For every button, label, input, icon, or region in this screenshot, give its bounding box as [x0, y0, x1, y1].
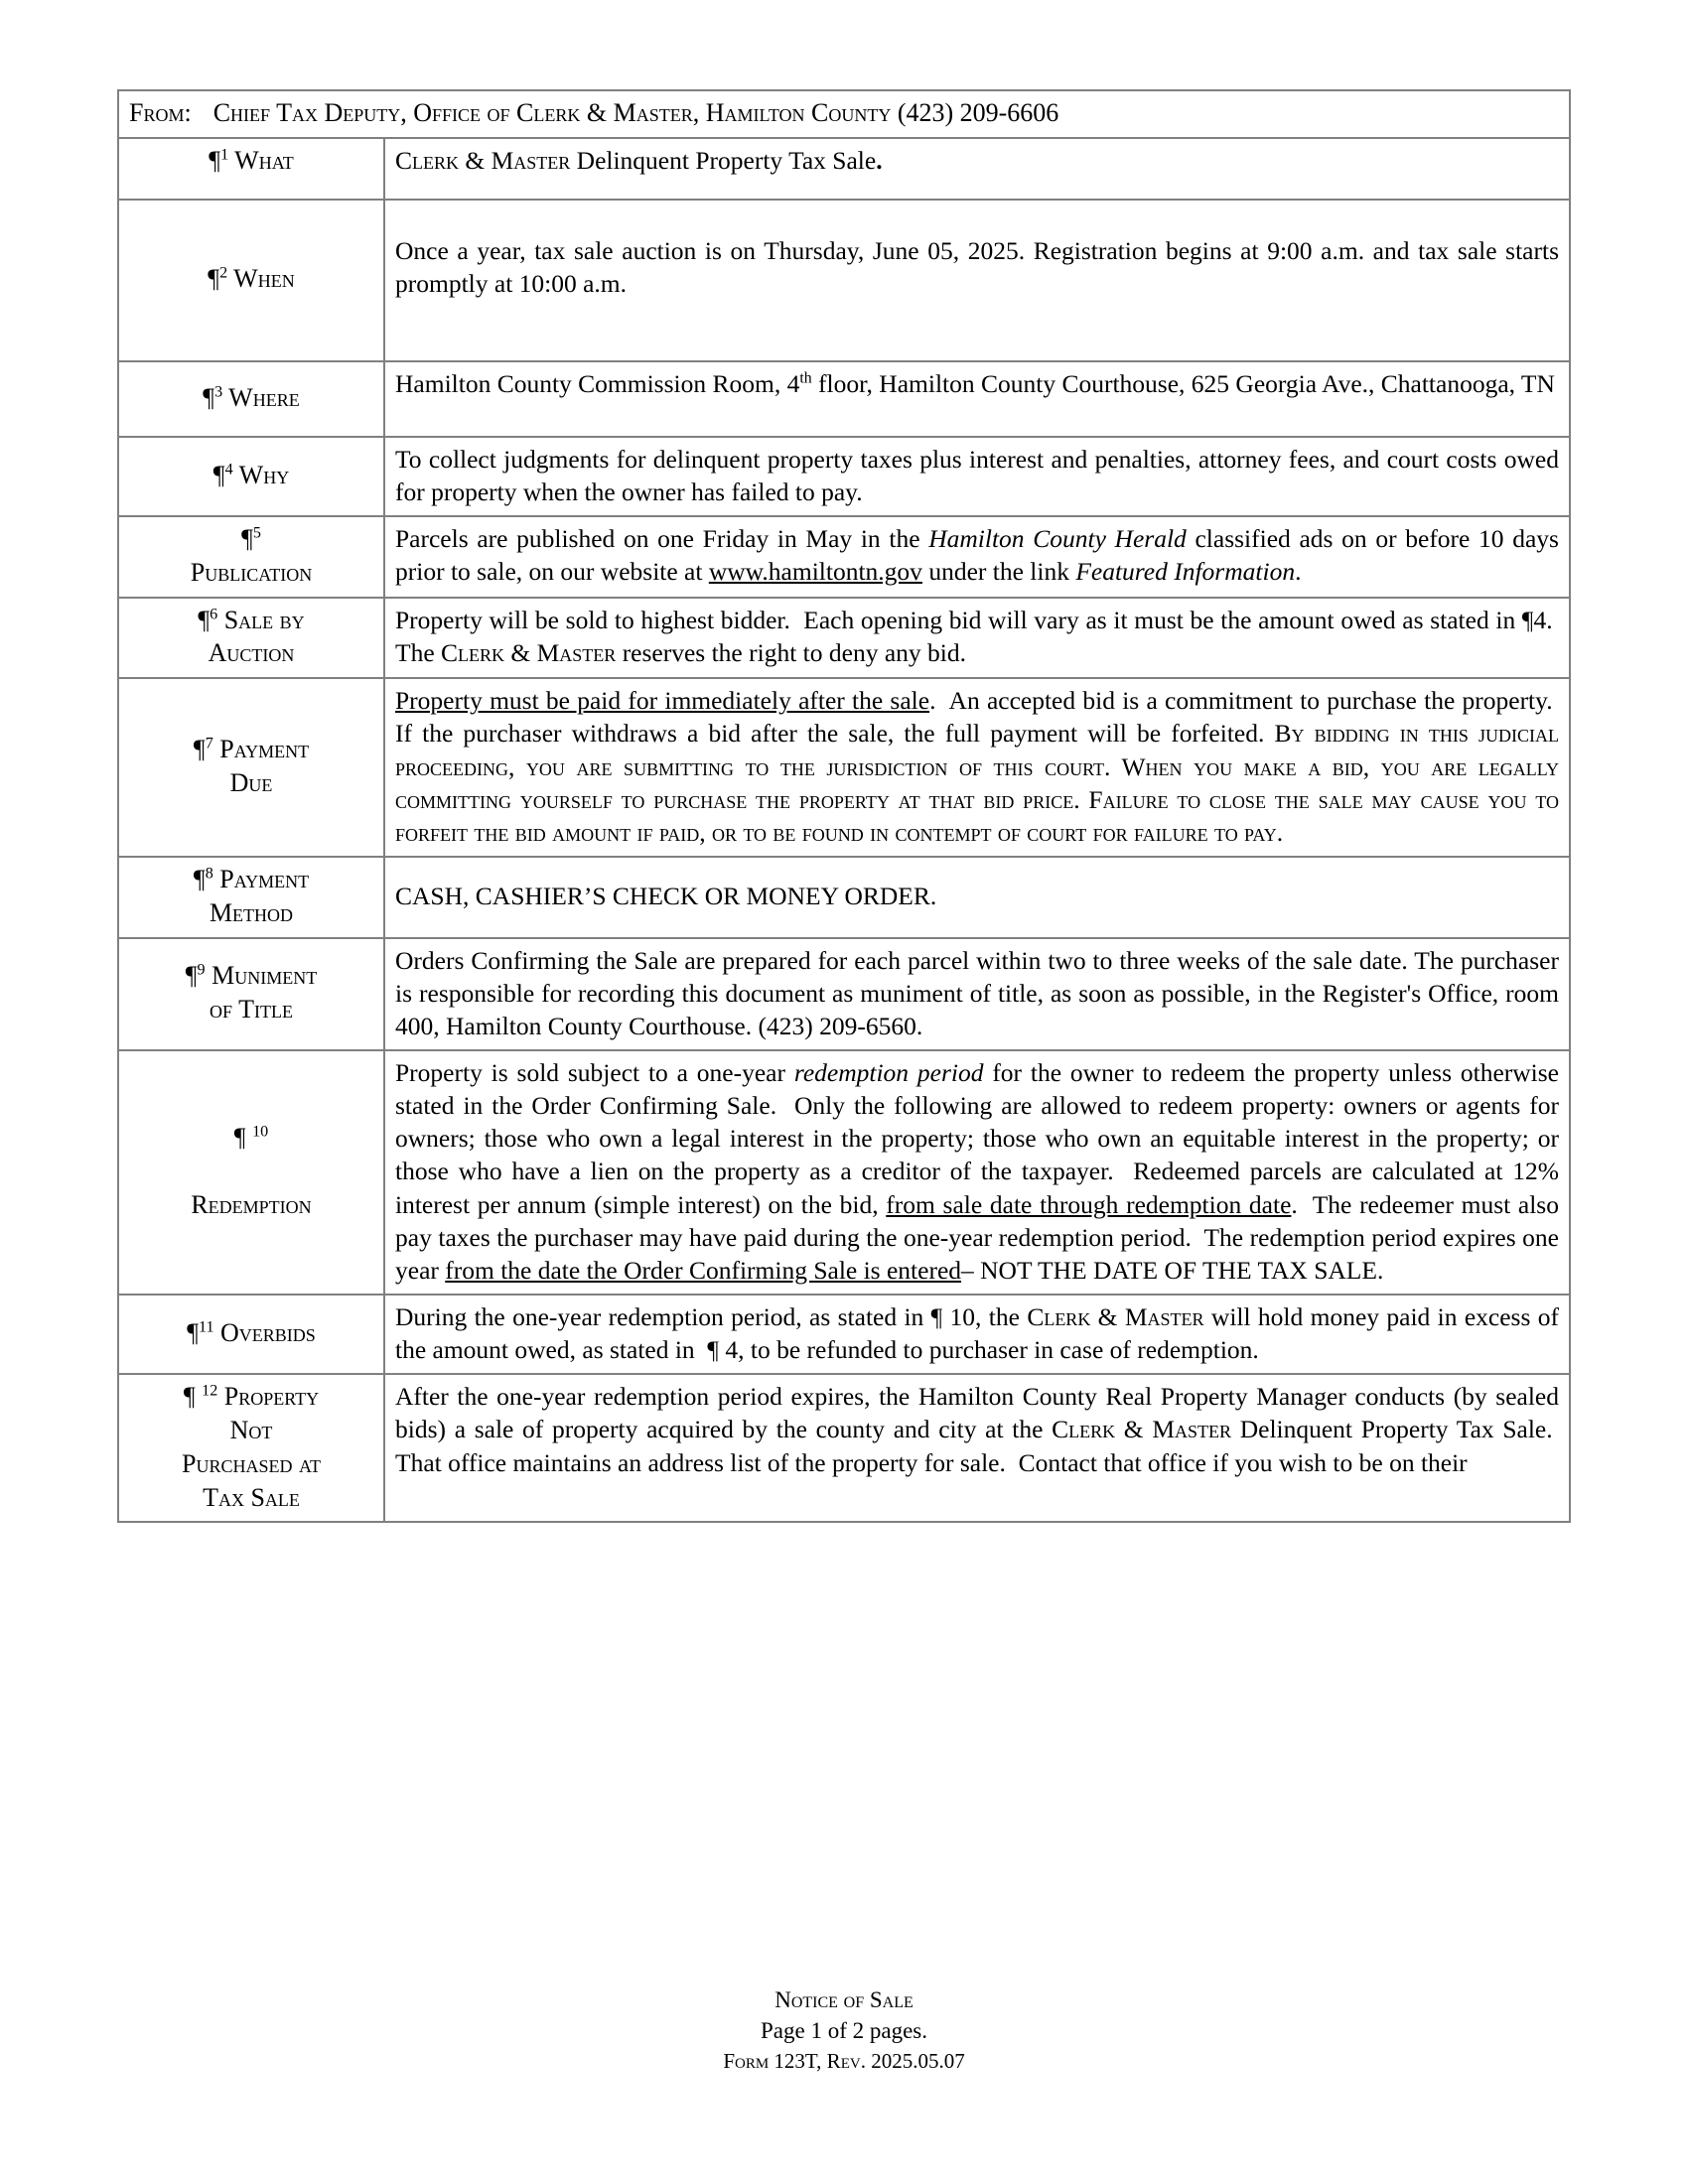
row-label-sale-by-auction [118, 598, 384, 679]
footer-form-revision: Form 123T, Rev. 2025.05.07 [723, 2048, 965, 2073]
table-row [118, 516, 1570, 598]
table-row [118, 938, 1570, 1050]
paragraph-number: 9 [197, 961, 206, 979]
row-label-payment-method [118, 857, 384, 938]
paragraph-label: ¶$^5$ Publication [190, 524, 313, 587]
footer-page-number: Page 1 of 2 pages. [761, 2017, 927, 2043]
label-text: When [233, 264, 295, 294]
body-text: Orders Confirming the Sale are prepared for each parcel within two to three weeks of the sale date. The purchaser is responsible for recording this document as muniment of title, as soon as possible, in the Register's Office, room 400, Hamilton County Courthouse. (423) 209-6560. [395, 945, 1559, 1040]
row-label-payment-due [118, 678, 384, 857]
row-body-muniment-of-title [384, 938, 1570, 1050]
label-text: Overbids [220, 1318, 316, 1348]
row-label-what [118, 138, 384, 200]
row-body-payment-method [384, 857, 1570, 938]
label-text: Redemption [191, 1189, 312, 1219]
body-text: During the one-year redemption period, as stated in ¶ 10, the Clerk & Master will hold money paid in excess of the amount owed, as stated in ¶ 4, to be refunded to purchaser in case of redemption. [395, 1301, 1559, 1365]
redemption-underline-2: from the date the Order Confirming Sale is entered [445, 1255, 962, 1285]
paragraph-label: ¶$^6$ Sale by Auction [198, 605, 305, 668]
paragraph-label: ¶$^8$ Payment Method [193, 864, 310, 927]
redemption-underline-1: from sale date through redemption date [886, 1189, 1292, 1219]
table-row [118, 361, 1570, 437]
table-row-from [118, 90, 1570, 138]
from-value: Chief Tax Deputy, Office of Clerk & Master, Hamilton County (423) 209-6606 [212, 98, 1059, 127]
row-label-redemption [118, 1050, 384, 1295]
label-text: Publication [190, 557, 313, 587]
publication-name: Hamilton County Herald [928, 524, 1187, 554]
table-row [118, 1374, 1570, 1522]
row-body-publication [384, 516, 1570, 598]
paragraph-number: 8 [205, 865, 213, 883]
row-body-why [384, 437, 1570, 516]
table-row [118, 678, 1570, 857]
body-text: To collect judgments for delinquent property taxes plus interest and penalties, attorney fees, and court costs owed for property when the owner has failed to pay. [395, 444, 1559, 506]
row-body-payment-due [384, 678, 1570, 857]
body-text: After the one-year redemption period expires, the Hamilton County Real Property Manager conducts (by sealed bids) a sale of property acquired by the county and city at the Clerk & Master Delinquent Property Tax Sale. That office maintains an address list of the property for sale. Contact that office if you wish to be on their [395, 1382, 1559, 1477]
footer-title: Notice of Sale [774, 1987, 914, 2012]
paragraph-label: ¶$^{11}$ Overbids [187, 1318, 316, 1348]
row-body-when [384, 200, 1570, 361]
table-row [118, 437, 1570, 516]
label-text: Why [238, 461, 290, 490]
paragraph-label: ¶$^1$ What [209, 145, 294, 175]
row-label-why [118, 437, 384, 516]
paragraph-number: 6 [210, 606, 218, 623]
row-label-when [118, 200, 384, 361]
body-text: Hamilton County Commission Room, 4th floor, Hamilton County Courthouse, 625 Georgia Ave., Chattanooga, TN [395, 368, 1555, 398]
paragraph-label: ¶ $^{10}$ Redemption [191, 1123, 312, 1219]
paragraph-label: ¶$^3$ Where [203, 382, 300, 412]
label-text: What [234, 145, 294, 175]
notice-table [117, 89, 1571, 1523]
paragraph-label: ¶$^4$ Why [212, 461, 290, 490]
paragraph-label: ¶$^7$ Payment Due [193, 735, 310, 798]
body-text: Once a year, tax sale auction is on Thursday, June 05, 2025. Registration begins at 9:00 a.m. and tax sale starts promptly at 10:00 a.m. [395, 235, 1559, 298]
table-row [118, 598, 1570, 679]
body-text: Property must be paid for immediately after the sale. An accepted bid is a commitment to purchase the property. If the purchaser withdraws a bid after the sale, the full payment will be forfeited. By bidding in this judicial proceeding, you are submitting to the jurisdiction of this court. When you make a bid, you are legally committing yourself to purchase the property at that bid price. Failure to close the sale may cause you to forfeit the bid amount if paid, or to be found in contempt of court for failure to pay. [395, 686, 1560, 847]
body-text: CASH, CASHIER’S CHECK OR MONEY ORDER. [395, 882, 937, 911]
paragraph-number: 1 [220, 146, 229, 164]
paragraph-number: 2 [219, 264, 228, 282]
featured-information-label: Featured Information [1075, 557, 1296, 587]
paragraph-number: 7 [205, 735, 213, 752]
body-text: Parcels are published on one Friday in May in the Hamilton County Herald classified ads on or before 10 days prior to sale, on our website at www.hamiltontn.gov under the link Featured Information. [395, 524, 1559, 587]
table-row [118, 138, 1570, 200]
row-body-sale-by-auction [384, 598, 1570, 679]
table-row [118, 857, 1570, 938]
page-footer [0, 1985, 1688, 2075]
paragraph-number: 3 [214, 383, 223, 401]
website-link[interactable]: www.hamiltontn.gov [708, 557, 922, 587]
row-label-overbids [118, 1295, 384, 1374]
paragraph-label: ¶ $^{12}$ Property Not Purchased at Tax Sale [182, 1382, 321, 1512]
paragraph-label: ¶$^2$ When [208, 264, 295, 294]
table-row [118, 200, 1570, 361]
paragraph-label: ¶$^9$ Muniment of Title [185, 961, 318, 1024]
row-label-property-not-purchased [118, 1374, 384, 1522]
row-label-muniment-of-title [118, 938, 384, 1050]
table-row [118, 1050, 1570, 1295]
row-label-where [118, 361, 384, 437]
body-text: Property will be sold to highest bidder. Each opening bid will vary as it must be the amount owed as stated in ¶4. The Clerk & Master reserves the right to deny any bid. [395, 605, 1559, 667]
paragraph-number: 11 [198, 1318, 214, 1336]
row-body-redemption [384, 1050, 1570, 1295]
row-body-overbids [384, 1295, 1570, 1374]
label-text: Where [228, 382, 300, 412]
body-text: Clerk & Master Delinquent Property Tax Sale. [395, 145, 883, 175]
table-row [118, 1295, 1570, 1374]
row-body-what [384, 138, 1570, 200]
paragraph-number: 4 [224, 461, 233, 478]
paragraph-number: 10 [252, 1123, 269, 1141]
from-header-cell [118, 90, 1570, 138]
row-body-property-not-purchased [384, 1374, 1570, 1522]
payment-due-underline: Property must be paid for immediately after the sale [395, 686, 930, 716]
from-label: From: [129, 98, 192, 127]
paragraph-number: 12 [202, 1382, 218, 1400]
body-text: Property is sold subject to a one-year redemption period for the owner to redeem the property unless otherwise stated in the Order Confirming Sale. Only the following are allowed to redeem property: owners or agents for owners; those who own a legal interest in the property; those who own an equitable interest in the property; or those who have a lien on the property as a creditor of the taxpayer. Redeemed parcels are calculated at 12% interest per annum (simple interest) on the bid, from sale date through redemption date. The redeemer must also pay taxes the purchaser may have paid during the one-year redemption period. The redemption period expires one year from the date the Order Confirming Sale is entered– NOT THE DATE OF THE TAX SALE. [395, 1057, 1559, 1285]
row-body-where [384, 361, 1570, 437]
row-label-publication [118, 516, 384, 598]
redemption-period-italic: redemption period [793, 1057, 984, 1087]
paragraph-number: 5 [252, 524, 261, 542]
